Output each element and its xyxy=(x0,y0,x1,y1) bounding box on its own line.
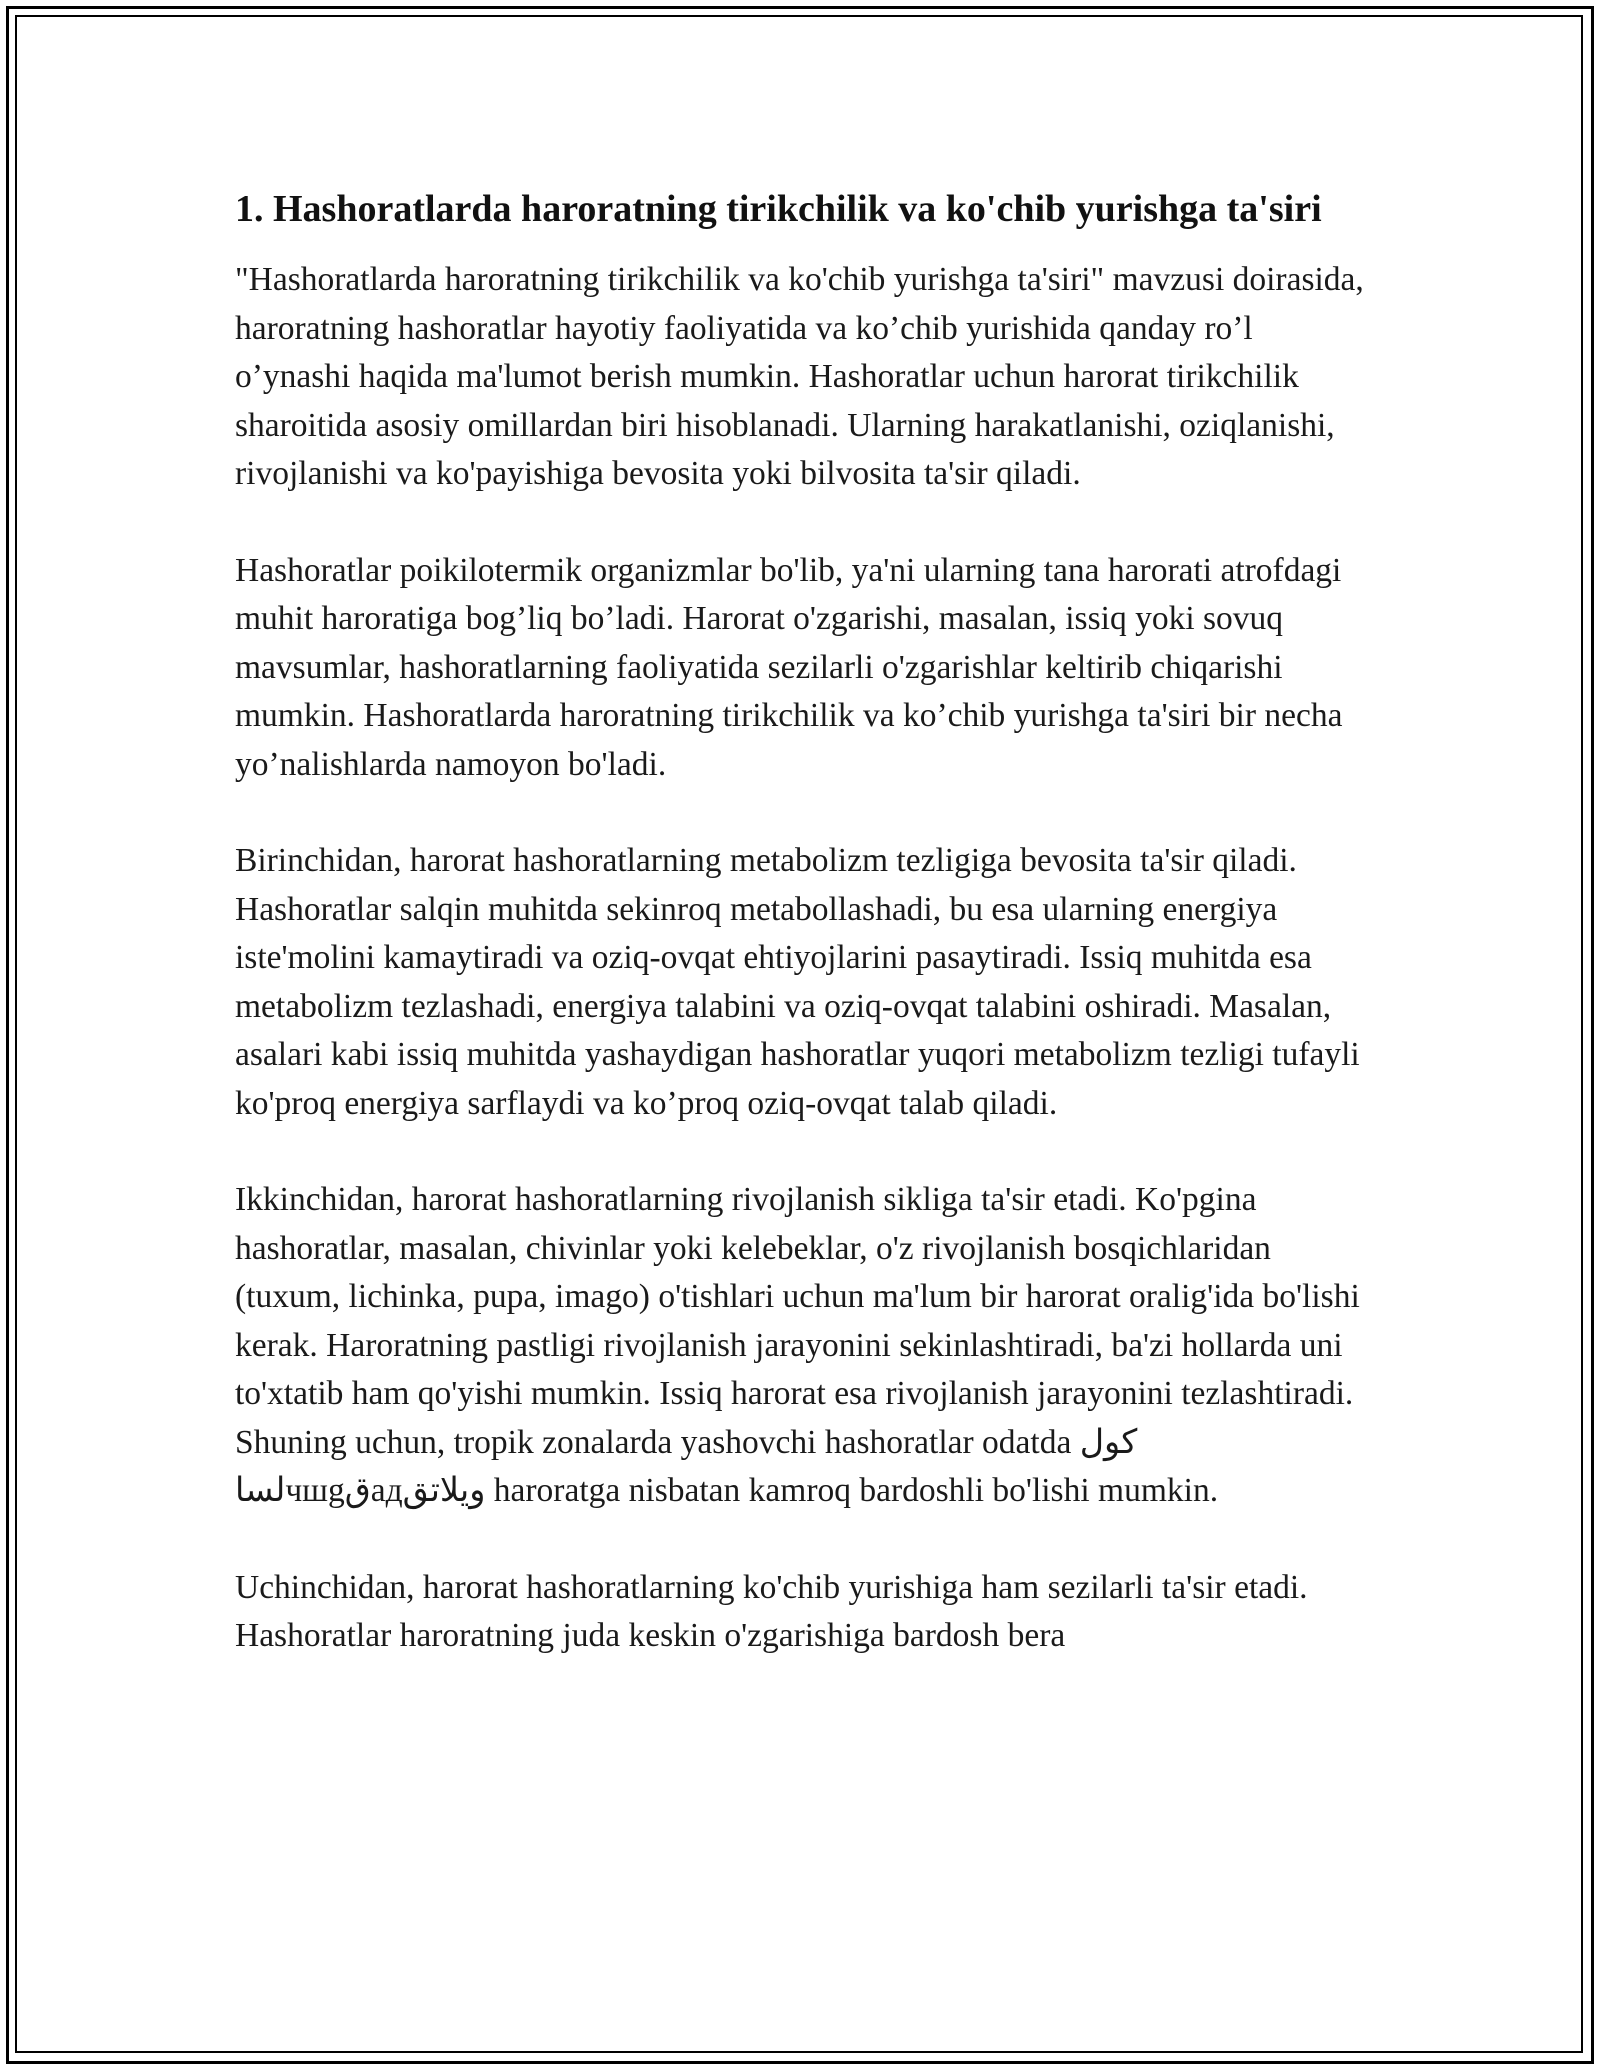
paragraph-poikilothermic: Hashoratlar poikilotermik organizmlar bo'lib, ya'ni ularning tana harorati atrofdagi muhit haroratiga bog’liq bo’ladi. Harorat o'zgarishi, masalan, issiq yoki sovuq mavsumlar, hashoratlarning faoliyatida sezilarli o'zgarishlar keltirib chiqarishi mumkin. Hashoratlarda haroratning tirikchilik va ko’chib yurishga ta'siri bir necha yo’nalishlarda namoyon bo'ladi. xyxy=(235,551,1343,783)
document-body xyxy=(235,182,1370,1661)
paragraph-migration: Uchinchidan, harorat hashoratlarning ko'chib yurishiga ham sezilarli ta'sir etadi. Hashoratlar haroratning juda keskin o'zgarishiga bardosh bera xyxy=(235,1568,1308,1654)
section-heading: 1. Hashoratlarda haroratning tirikchilik va ko'chib yurishga ta'siri xyxy=(235,188,1322,230)
paragraph-intro: "Hashoratlarda haroratning tirikchilik va ko'chib yurishga ta'siri" mavzusi doirasida, haroratning hashoratlar hayotiy faoliyatida va ko’chib yurishida qanday ro’l o’ynashi haqida ma'lumot berish mumkin. Hashoratlar uchun harorat tirikchilik sharoitida asosiy omillardan biri hisoblanadi. Ularning harakatlanishi, oziqlanishi, rivojlanishi va ko'payishiga bevosita yoki bilvosita ta'sir qiladi. xyxy=(235,261,1364,492)
paragraph-development: Ikkinchidan, harorat hashoratlarning rivojlanish sikliga ta'sir etadi. Ko'pgina hashoratlar, masalan, chivinlar yoki kelebeklar, o'z rivojlanish bosqichlaridan (tuxum, lichinka, pupa, imago) o'tishlari uchun ma'lum bir harorat oralig'ida bo'lishi kerak. Haroratning pastligi rivojlanish jarayonini sekinlashtiradi, ba'zi hollarda uni to'xtatib ham qo'yishi mumkin. Issiq harorat esa rivojlanish jarayonini tezlashtiradi. Shuning uchun, tropik zonalarda yashovchi hashoratlar odatda كول لساчшgقaдويلاتق haroratga nisbatan kamroq bardoshli bo'lishi mumkin. xyxy=(235,1181,1360,1509)
paragraph-metabolism: Birinchidan, harorat hashoratlarning metabolizm tezligiga bevosita ta'sir qiladi. Hashoratlar salqin muhitda sekinroq metabollashadi, bu esa ularning energiya iste'molini kamaytiradi va oziq-ovqat ehtiyojlarini pasaytiradi. Issiq muhitda esa metabolizm tezlashadi, energiya talabini va oziq-ovqat talabini oshiradi. Masalan, asalari kabi issiq muhitda yashaydigan hashoratlar yuqori metabolizm tezligi tufayli ko'proq energiya sarflaydi va ko’proq oziq-ovqat talab qiladi. xyxy=(235,842,1360,1122)
